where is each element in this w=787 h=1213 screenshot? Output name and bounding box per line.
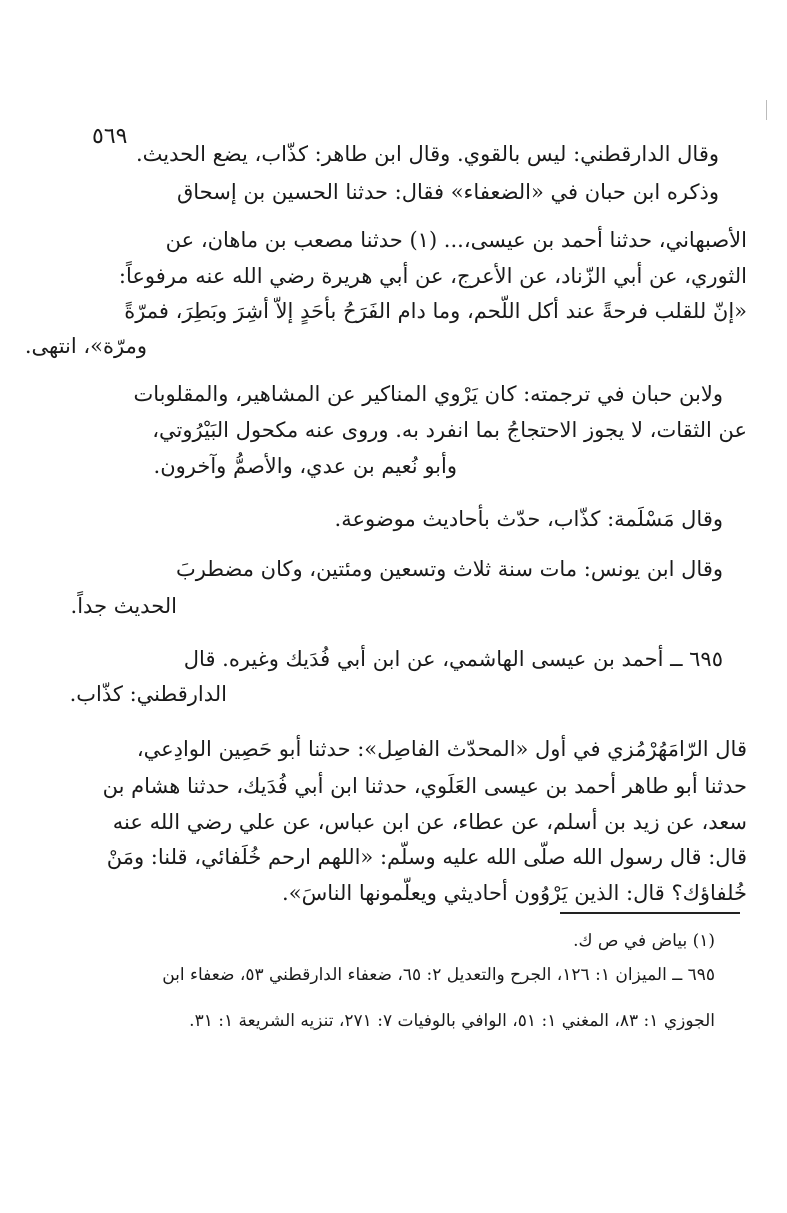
- footnote-line: الجوزي ١: ٨٣، المغني ١: ٥١، الوافي بالوفيات ٧: ٢٧١، تنزيه الشريعة ١: ٣١.: [189, 1011, 715, 1031]
- body-line: حدثنا أبو طاهر أحمد بن عيسى العَلَوي، حدثنا ابن أبي فُدَيك، حدثنا هشام بن: [102, 774, 747, 798]
- body-line: سعد، عن زيد بن أسلم، عن عطاء، عن ابن عباس، عن علي رضي الله عنه: [112, 810, 747, 834]
- body-line: وقال مَسْلَمة: كذّاب، حدّث بأحاديث موضوعة.: [334, 507, 723, 531]
- body-line: الأصبهاني، حدثنا أحمد بن عيسى،... (١) حدثنا مصعب بن ماهان، عن: [165, 228, 747, 252]
- entry-heading: ٦٩٥ ــ أحمد بن عيسى الهاشمي، عن ابن أبي فُدَيك وغيره. قال: [183, 647, 723, 671]
- body-line: ومرّة»، انتهى.: [24, 334, 147, 358]
- body-line: ولابن حبان في ترجمته: كان يَرْوي المناكير عن المشاهير، والمقلوبات: [133, 382, 723, 406]
- body-line: عن الثقات، لا يجوز الاحتجاجُ بما انفرد به. وروى عنه مكحول البَيْرُوتي،: [152, 418, 747, 442]
- footnote-line: ٦٩٥ ــ الميزان ١: ١٢٦، الجرح والتعديل ٢: ٦٥، ضعفاء الدارقطني ٥٣، ضعفاء ابن: [162, 965, 715, 985]
- body-line: «إنّ للقلب فرحةً عند أكل اللّحم، وما دام الفَرَحُ بأحَدٍ إلاّ أشِرَ وبَطِرَ، فمرّةً: [124, 299, 747, 323]
- body-line: خُلفاؤك؟ قال: الذين يَرْوُون أحاديثي ويعلّمونها الناسَ».: [282, 881, 747, 905]
- body-line: قال الرّامَهُرْمُزي في أول «المحدّث الفاصِل»: حدثنا أبو حَصِين الوادِعي،: [136, 737, 747, 761]
- body-line: وقال ابن يونس: مات سنة ثلاث وتسعين ومئتين، وكان مضطربَ: [175, 557, 723, 581]
- body-line: الثوري، عن أبي الزّناد، عن الأعرج، عن أبي هريرة رضي الله عنه مرفوعاً:: [118, 264, 747, 288]
- body-line: الدارقطني: كذّاب.: [69, 682, 227, 706]
- footnote-line: (١) بياض في ص ك.: [573, 931, 715, 951]
- body-line: قال: قال رسول الله صلّى الله عليه وسلّم: «اللهم ارحم خُلَفائي، قلنا: ومَنْ: [106, 845, 747, 869]
- page-number: ٥٦٩: [92, 124, 128, 149]
- margin-mark: [766, 100, 767, 120]
- body-line: الحديث جداً.: [70, 594, 177, 618]
- body-line: وأبو نُعيم بن عدي، والأصمُّ وآخرون.: [153, 454, 457, 478]
- body-line: وذكره ابن حبان في «الضعفاء» فقال: حدثنا الحسين بن إسحاق: [176, 180, 719, 204]
- footnote-rule: [560, 912, 740, 914]
- body-line: وقال الدارقطني: ليس بالقوي. وقال ابن طاهر: كذّاب، يضع الحديث.: [136, 142, 719, 166]
